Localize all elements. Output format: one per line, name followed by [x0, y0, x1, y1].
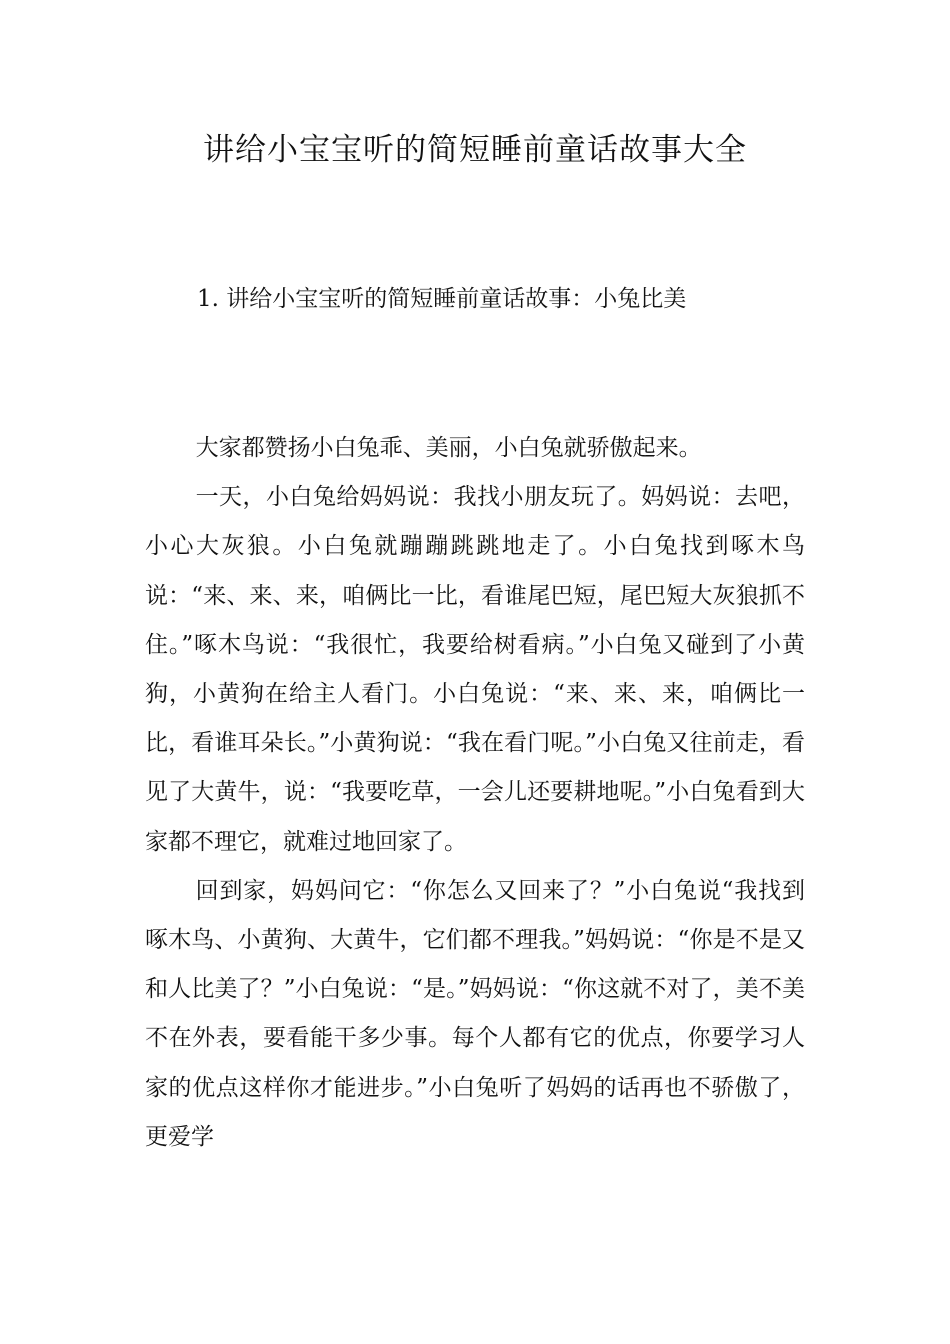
- paragraph-1: 大家都赞扬小白兔乖、美丽，小白兔就骄傲起来。: [195, 435, 702, 461]
- paragraph-2: 一天，小白兔给妈妈说：我找小朋友玩了。妈妈说：去吧，小心大灰狼。小白兔就蹦蹦跳跳地走了。小白兔找到啄木鸟说：“来、来、来，咱俩比一比，看谁尾巴短，尾巴短大灰狼抓不住。”啄木鸟说：“我很忙，我要给树看病。”小白兔又碰到了小黄狗，小黄狗在给主人看门。小白兔说：“来、来、来，咱俩比一比，看谁耳朵长。”小黄狗说：“我在看门呢。”小白兔又往前走，看见了大黄牛，说：“我要吃草，一会儿还要耕地呢。”小白兔看到大家都不理它，就难过地回家了。: [145, 484, 805, 855]
- document-title: 讲给小宝宝听的简短睡前童话故事大全: [203, 132, 747, 168]
- story-body: [145, 424, 805, 1162]
- story-heading: 1. 讲给小宝宝听的简短睡前童话故事：小兔比美: [197, 286, 687, 312]
- paragraph-3: 回到家，妈妈问它：“你怎么又回来了？”小白兔说“我找到啄木鸟、小黄狗、大黄牛，它们都不理我。”妈妈说：“你是不是又和人比美了？”小白兔说：“是。”妈妈说：“你这就不对了，美不美不在外表，要看能干多少事。每个人都有它的优点，你要学习人家的优点这样你才能进步。”小白兔听了妈妈的话再也不骄傲了，更爱学: [145, 877, 805, 1150]
